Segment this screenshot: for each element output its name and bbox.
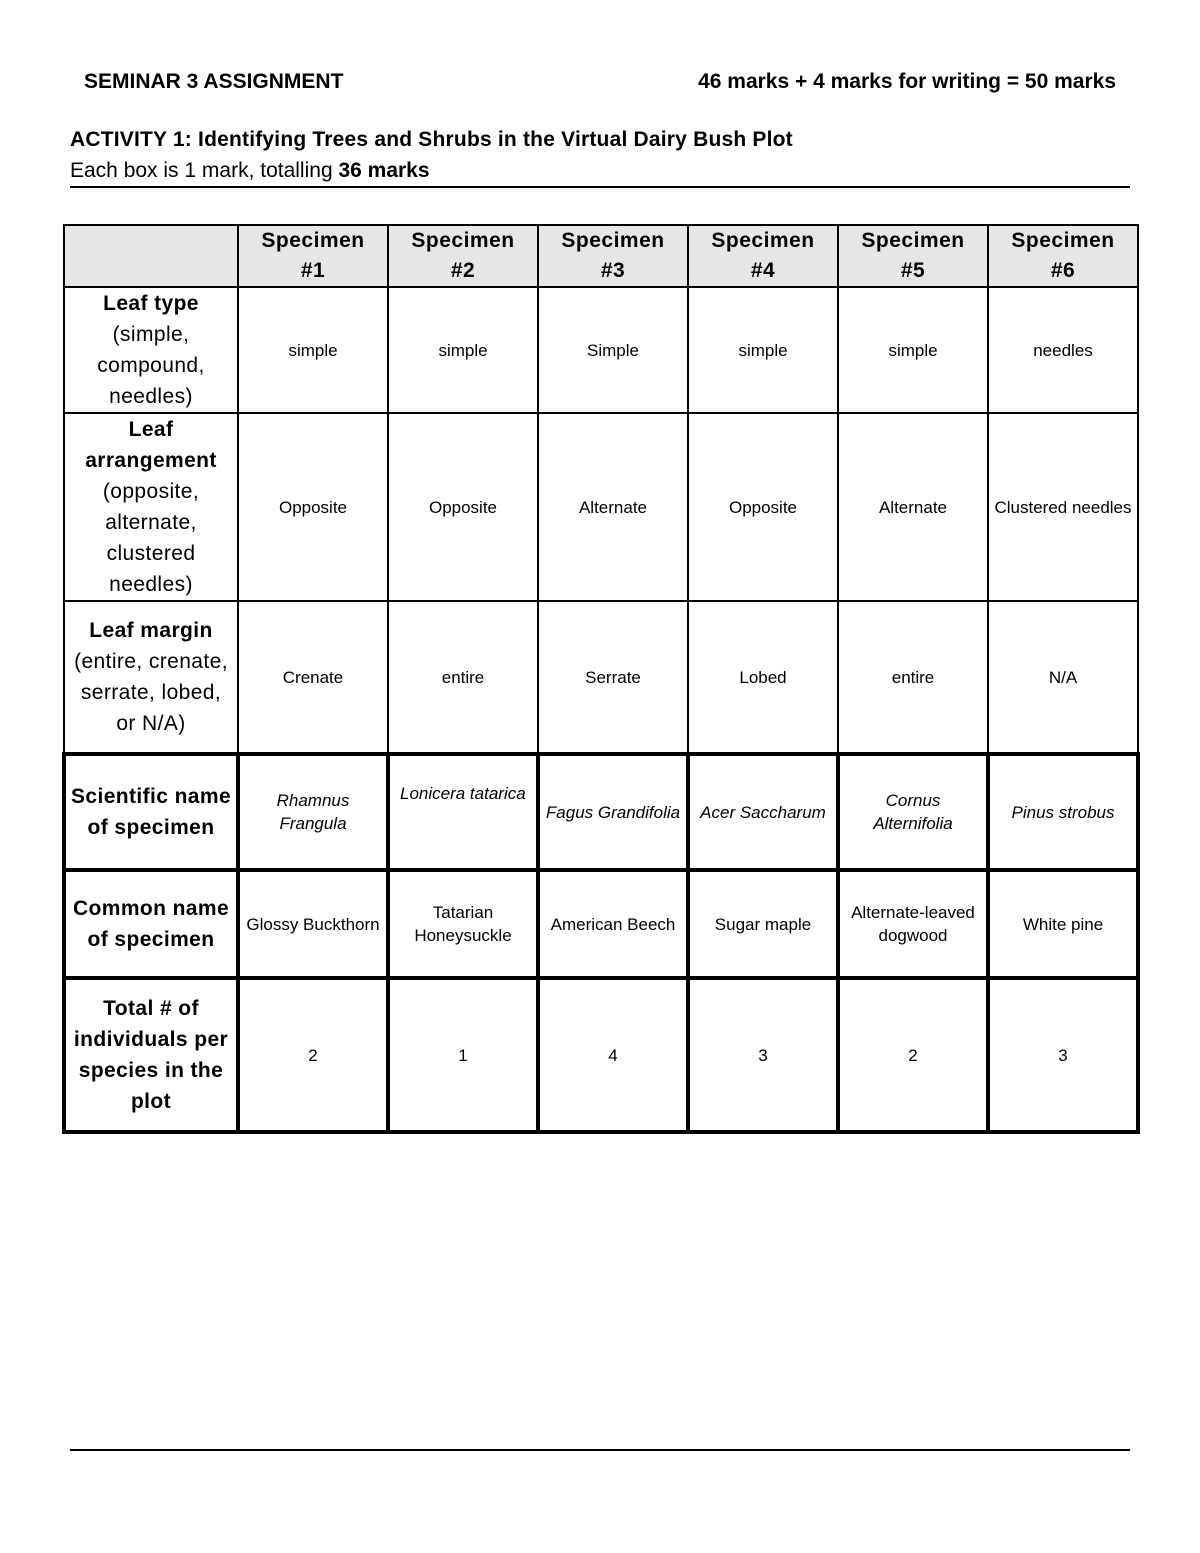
table-cell: Sugar maple (688, 870, 838, 978)
table-cell: Clustered needles (988, 413, 1138, 601)
table-row-common-name (64, 870, 1138, 978)
table-cell: Opposite (688, 413, 838, 601)
table-cell: simple (838, 287, 988, 413)
table-row-leaf-type (64, 287, 1138, 413)
assignment-title: SEMINAR 3 ASSIGNMENT (84, 70, 344, 93)
table-cell: 3 (988, 978, 1138, 1132)
table-cell: Acer Saccharum (688, 754, 838, 870)
table-cell: Alternate-leaved dogwood (838, 870, 988, 978)
column-header-specimen-4: Specimen #4 (688, 225, 838, 287)
table-cell: Glossy Buckthorn (238, 870, 388, 978)
column-header-specimen-2: Specimen #2 (388, 225, 538, 287)
row-label-leaf-margin: Leaf margin (entire, crenate, serrate, lobed, or N/A) (64, 601, 238, 754)
table-cell: 2 (238, 978, 388, 1132)
specimen-table (62, 224, 1140, 1134)
divider-top (70, 186, 1130, 188)
table-cell: Rhamnus Frangula (238, 754, 388, 870)
table-cell: Lobed (688, 601, 838, 754)
table-cell: Alternate (538, 413, 688, 601)
table-cell: entire (388, 601, 538, 754)
row-label-scientific-name: Scientific name of specimen (64, 754, 238, 870)
activity-subtitle-text: Each box is 1 mark, totalling (70, 159, 339, 182)
table-cell: Serrate (538, 601, 688, 754)
row-label-leaf-type: Leaf type (simple, compound, needles) (64, 287, 238, 413)
table-row-leaf-arrangement (64, 413, 1138, 601)
table-cell: entire (838, 601, 988, 754)
table-cell: simple (388, 287, 538, 413)
row-label-leaf-arrangement: Leaf arrangement (opposite, alternate, clustered needles) (64, 413, 238, 601)
marks-summary: 46 marks + 4 marks for writing = 50 marks (698, 70, 1116, 93)
table-cell: Opposite (238, 413, 388, 601)
column-header-specimen-5: Specimen #5 (838, 225, 988, 287)
table-cell: Cornus Alternifolia (838, 754, 988, 870)
activity-title: ACTIVITY 1: Identifying Trees and Shrubs in the Virtual Dairy Bush Plot (70, 128, 793, 151)
table-cell: White pine (988, 870, 1138, 978)
table-row-leaf-margin (64, 601, 1138, 754)
table-row-total-individuals (64, 978, 1138, 1132)
table-cell: N/A (988, 601, 1138, 754)
page-header (84, 70, 1116, 98)
activity-subtitle-marks: 36 marks (338, 159, 430, 182)
column-header-specimen-3: Specimen #3 (538, 225, 688, 287)
table-cell: Lonicera tatarica (388, 754, 538, 870)
table-cell: 2 (838, 978, 988, 1132)
column-header-specimen-6: Specimen #6 (988, 225, 1138, 287)
table-cell: 1 (388, 978, 538, 1132)
row-label-common-name: Common name of specimen (64, 870, 238, 978)
table-cell: American Beech (538, 870, 688, 978)
activity-subtitle (70, 159, 430, 183)
table-cell: simple (238, 287, 388, 413)
table-cell: Alternate (838, 413, 988, 601)
table-cell: Fagus Grandifolia (538, 754, 688, 870)
divider-bottom (70, 1449, 1130, 1451)
table-cell: Pinus strobus (988, 754, 1138, 870)
table-cell: Crenate (238, 601, 388, 754)
table-cell: Tatarian Honeysuckle (388, 870, 538, 978)
table-corner-cell (64, 225, 238, 287)
table-cell: simple (688, 287, 838, 413)
table-header-row (64, 225, 1138, 287)
table-cell: needles (988, 287, 1138, 413)
table-cell: 4 (538, 978, 688, 1132)
row-label-total-individuals: Total # of individuals per species in the plot (64, 978, 238, 1132)
column-header-specimen-1: Specimen #1 (238, 225, 388, 287)
table-cell: Opposite (388, 413, 538, 601)
table-cell: Simple (538, 287, 688, 413)
table-cell: 3 (688, 978, 838, 1132)
table-row-scientific-name (64, 754, 1138, 870)
